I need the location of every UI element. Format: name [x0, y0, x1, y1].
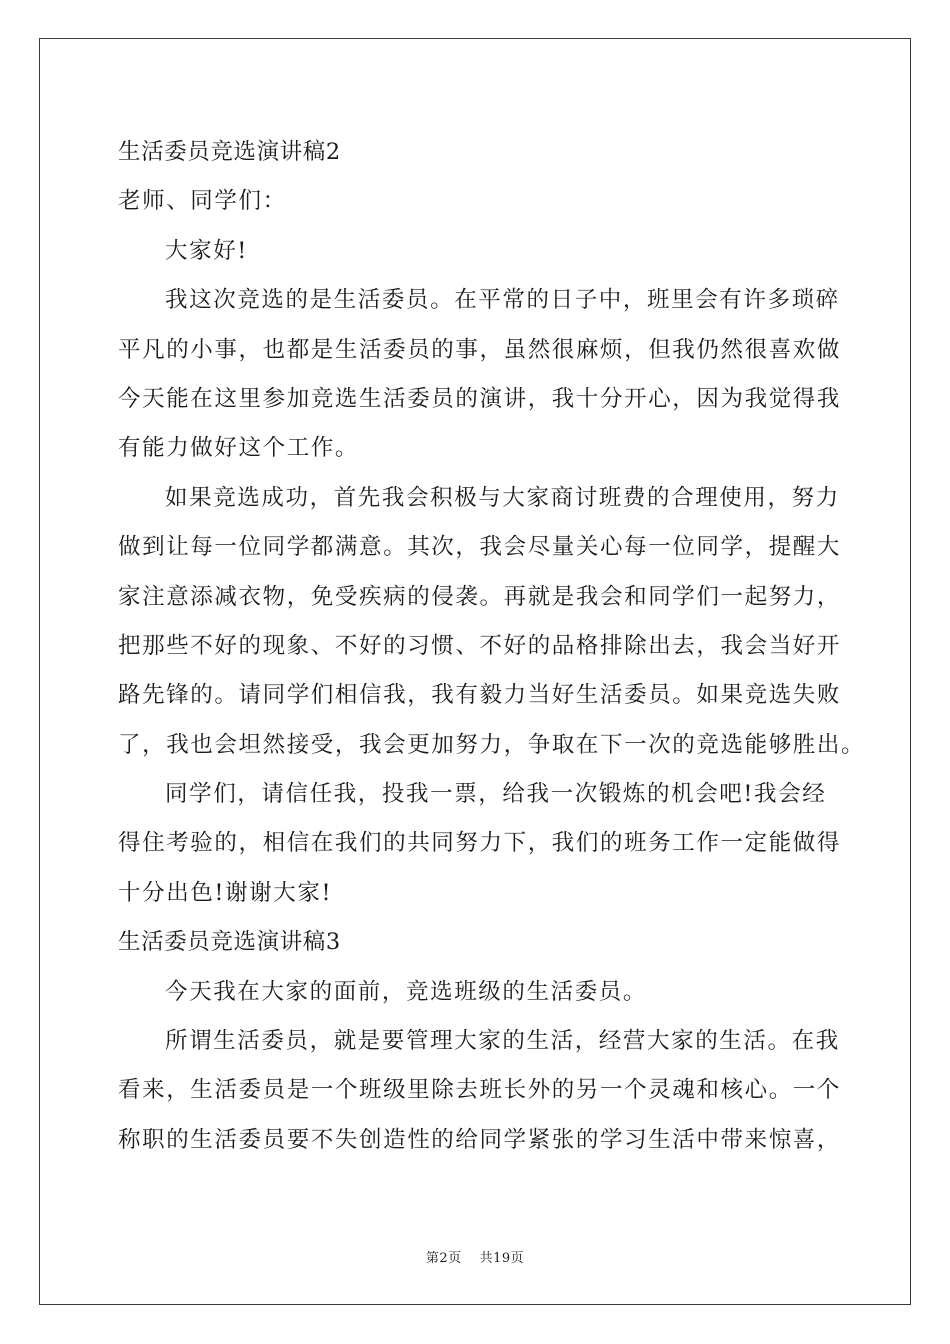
text-line: 生活委员竞选演讲稿2	[118, 139, 341, 165]
text-line: 如果竞选成功，首先我会积极与大家商讨班费的合理使用，努力	[165, 484, 840, 511]
document-body	[118, 128, 866, 1165]
text-line: 称职的生活委员要不失创造性的给同学紧张的学习生活中带来惊喜，	[118, 1126, 842, 1153]
text-line: 大家好!	[165, 237, 248, 264]
text-line: 有能力做好这个工作。	[118, 435, 360, 462]
text-line: 路先锋的。请同学们相信我，我有毅力当好生活委员。如果竞选失败	[118, 682, 842, 709]
text-line: 家注意添减衣物，免受疾病的侵袭。再就是我会和同学们一起努力，	[118, 583, 842, 610]
text-line: 十分出色!谢谢大家!	[118, 879, 333, 906]
text-line: 平凡的小事，也都是生活委员的事，虽然很麻烦，但我仍然很喜欢做	[118, 336, 842, 363]
text-line: 了，我也会坦然接受，我会更加努力，争取在下一次的竞选能够胜出。	[118, 731, 866, 758]
text-line: 得住考验的，相信在我们的共同努力下，我们的班务工作一定能做得	[118, 830, 842, 857]
text-line: 今天能在这里参加竞选生活委员的演讲，我十分开心，因为我觉得我	[118, 385, 842, 412]
page-footer	[0, 1247, 950, 1266]
text-line: 所谓生活委员，就是要管理大家的生活，经营大家的生活。在我	[165, 1028, 840, 1055]
text-line: 同学们，请信任我，投我一票，给我一次锻炼的机会吧!我会经	[165, 781, 827, 808]
text-line: 做到让每一位同学都满意。其次，我会尽量关心每一位同学，提醒大	[118, 534, 842, 561]
text-line: 生活委员竞选演讲稿3	[118, 929, 341, 956]
text-line: 老师、同学们：	[118, 188, 287, 215]
page-total: 共19页	[479, 1251, 525, 1266]
text-line: 看来，生活委员是一个班级里除去班长外的另一个灵魂和核心。一个	[118, 1077, 842, 1104]
text-line: 今天我在大家的面前，竞选班级的生活委员。	[165, 978, 648, 1005]
text-line: 我这次竞选的是生活委员。在平常的日子中，班里会有许多琐碎	[165, 287, 840, 314]
page-number: 第2页	[425, 1251, 462, 1266]
text-line: 把那些不好的现象、不好的习惯、不好的品格排除出去，我会当好开	[118, 632, 842, 659]
